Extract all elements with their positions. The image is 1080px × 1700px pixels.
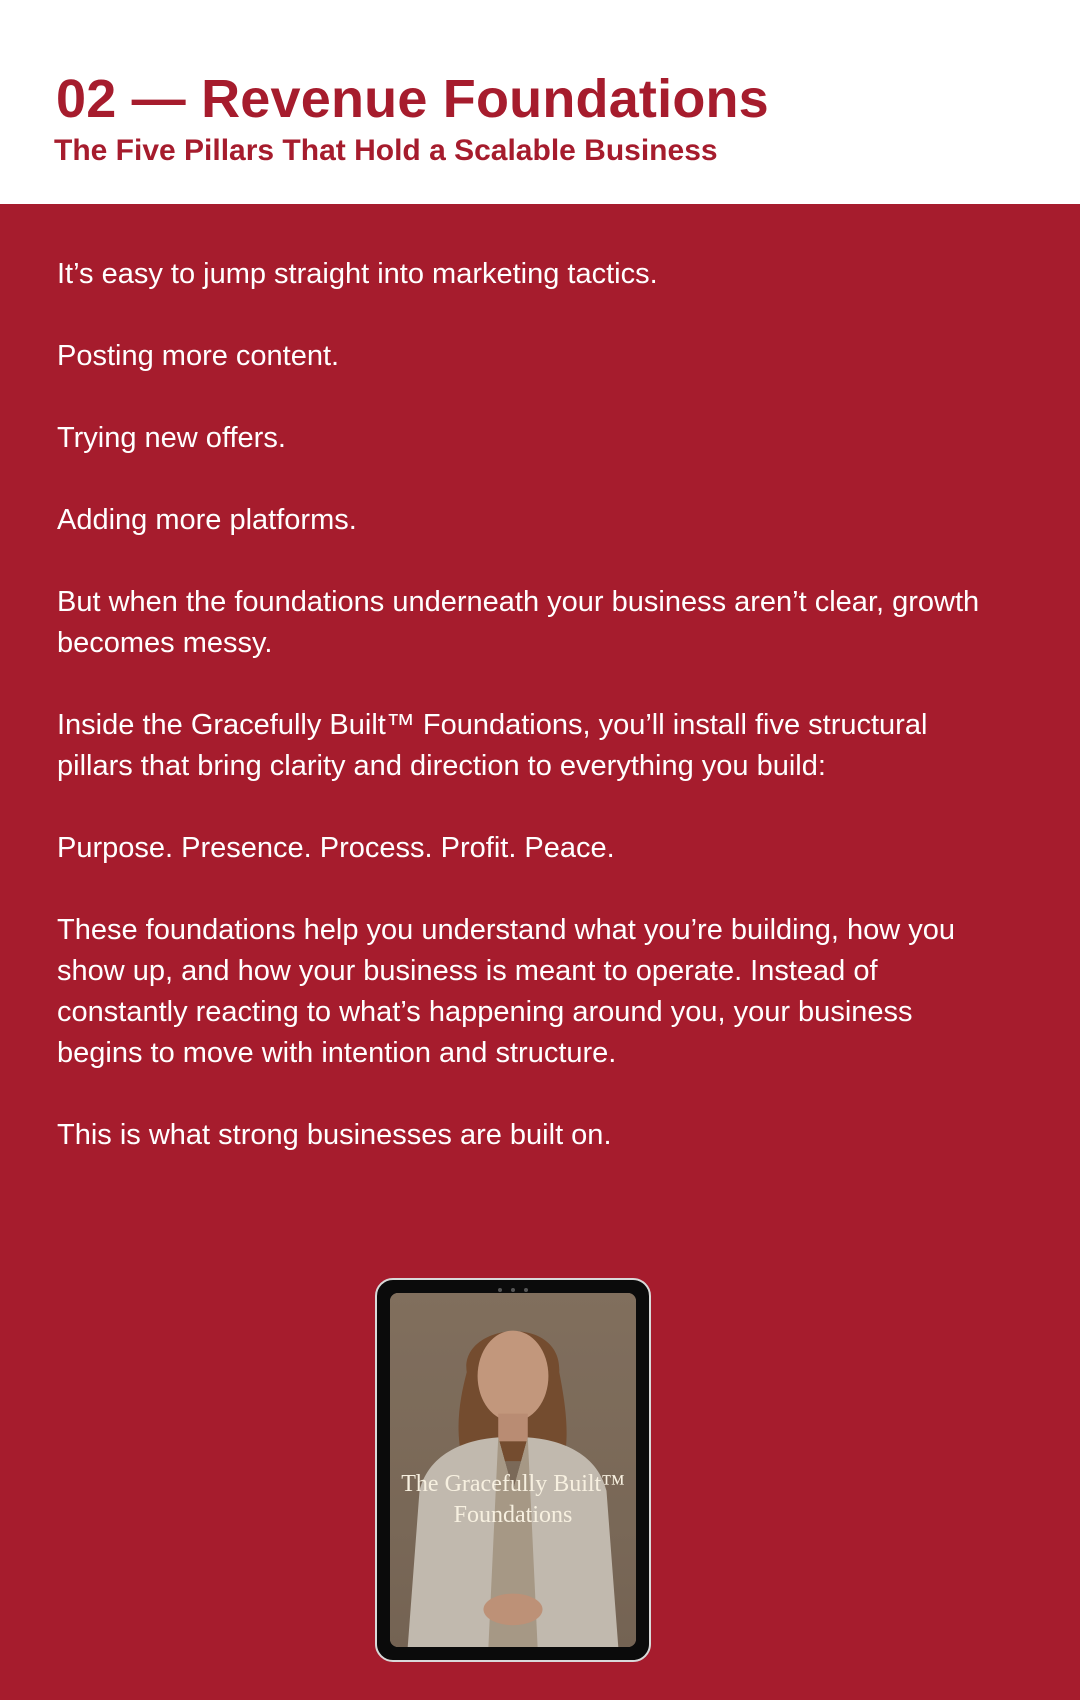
content-section xyxy=(0,204,1080,1700)
ebook-cover xyxy=(390,1293,636,1647)
paragraph: Adding more platforms. xyxy=(57,504,357,536)
paragraph: Inside the Gracefully Built™ Foundations, you’ll install five structural pillars that bring clarity and direction to everything you build: xyxy=(57,709,928,782)
paragraph: Trying new offers. xyxy=(57,422,286,454)
body-text xyxy=(57,254,987,1197)
ebook-title-line-2: Foundations xyxy=(453,1502,573,1528)
ebook-title xyxy=(390,1469,636,1531)
paragraph: Purpose. Presence. Process. Profit. Peace. xyxy=(57,832,615,864)
page-header xyxy=(0,0,1080,204)
tablet-mockup xyxy=(375,1278,651,1662)
paragraph: This is what strong businesses are built on. xyxy=(57,1119,612,1151)
page-subtitle: The Five Pillars That Hold a Scalable Business xyxy=(54,134,718,167)
page-title: 02 — Revenue Foundations xyxy=(56,69,769,129)
ebook-title-line-1: The Gracefully Built™ xyxy=(401,1471,625,1497)
paragraph: It’s easy to jump straight into marketing tactics. xyxy=(57,258,658,290)
paragraph: Posting more content. xyxy=(57,340,340,372)
paragraph: But when the foundations underneath your business aren’t clear, growth becomes messy. xyxy=(57,586,980,659)
paragraph: These foundations help you understand what you’re building, how you show up, and how your business is meant to operate. Instead of constantly reacting to what’s happening around you, your business begins to move with intention and structure. xyxy=(57,914,955,1069)
